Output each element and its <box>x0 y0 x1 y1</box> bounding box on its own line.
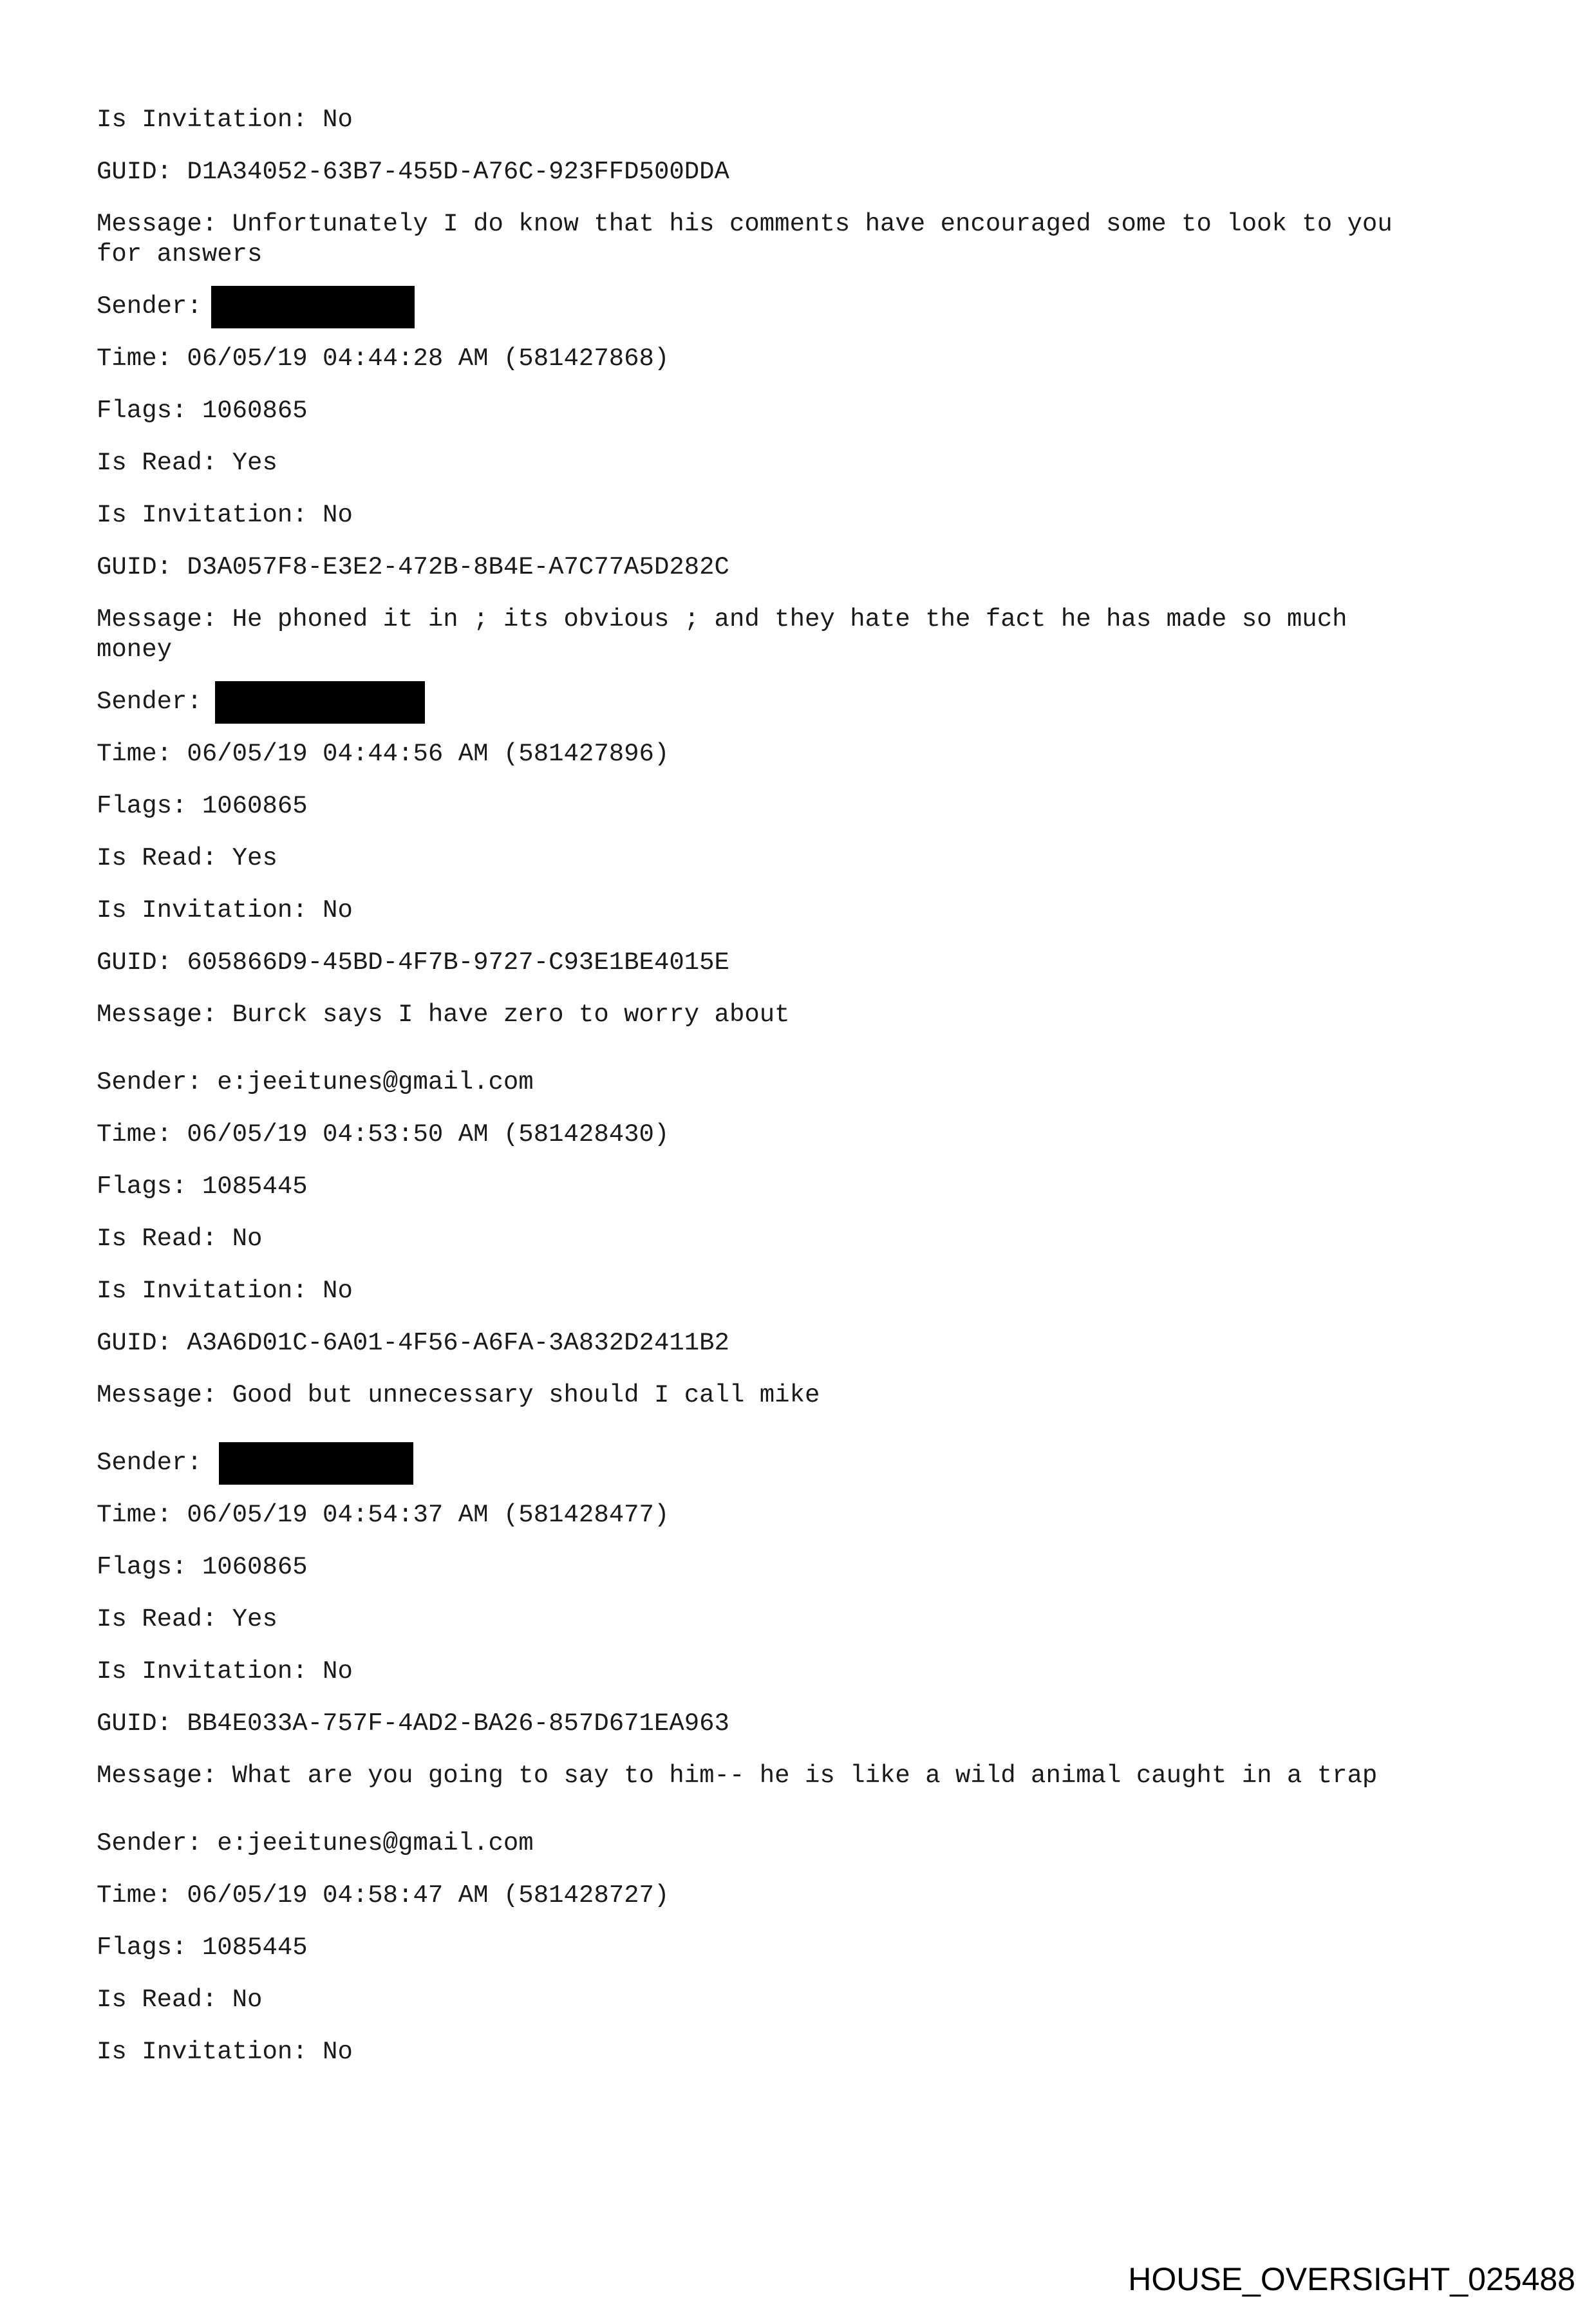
flags-line: Flags: 1060865 <box>97 397 308 425</box>
message-line: Message: Good but unnecessary should I call mike <box>97 1381 820 1409</box>
flags-line: Flags: 1085445 <box>97 1933 308 1962</box>
message-line: Message: He phoned it in ; its obvious ; and they hate the fact he has made so much money <box>97 605 1347 664</box>
read-line: Is Read: No <box>97 1986 263 2014</box>
message-log <box>97 105 1513 2089</box>
redaction-box <box>211 286 415 328</box>
message-line: Message: Unfortunately I do know that his comments have encouraged some to look to you for answers <box>97 210 1393 268</box>
invitation-line: Is Invitation: No <box>97 106 353 134</box>
redaction-box <box>219 1442 413 1485</box>
read-line: Is Read: No <box>97 1225 263 1253</box>
sender-line <box>97 292 1513 322</box>
guid-line: GUID: A3A6D01C-6A01-4F56-A6FA-3A832D2411B2 <box>97 1329 729 1357</box>
invitation-line: Is Invitation: No <box>97 1657 353 1686</box>
flags-line: Flags: 1060865 <box>97 792 308 820</box>
guid-line: GUID: D1A34052-63B7-455D-A76C-923FFD500DDA <box>97 158 729 186</box>
sender-line <box>97 1448 1513 1478</box>
time-line: Time: 06/05/19 04:44:56 AM (581427896) <box>97 740 670 768</box>
time-line: Time: 06/05/19 04:44:28 AM (581427868) <box>97 344 670 373</box>
sender-line: Sender: e:jeeitunes@gmail.com <box>97 1068 534 1096</box>
flags-line: Flags: 1085445 <box>97 1172 308 1201</box>
guid-line: GUID: 605866D9-45BD-4F7B-9727-C93E1BE4015E <box>97 948 729 977</box>
invitation-line: Is Invitation: No <box>97 501 353 529</box>
sender-line <box>97 687 1513 717</box>
flags-line: Flags: 1060865 <box>97 1553 308 1581</box>
bates-number: HOUSE_OVERSIGHT_025488 <box>1128 2261 1575 2297</box>
message-line: Message: What are you going to say to him-- he is like a wild animal caught in a trap <box>97 1762 1378 1790</box>
read-line: Is Read: Yes <box>97 844 277 872</box>
invitation-line: Is Invitation: No <box>97 896 353 925</box>
invitation-line: Is Invitation: No <box>97 1277 353 1305</box>
sender-line: Sender: e:jeeitunes@gmail.com <box>97 1829 534 1857</box>
guid-line: GUID: D3A057F8-E3E2-472B-8B4E-A7C77A5D282C <box>97 553 729 581</box>
time-line: Time: 06/05/19 04:54:37 AM (581428477) <box>97 1501 670 1529</box>
message-line: Message: Burck says I have zero to worry about <box>97 1001 790 1029</box>
read-line: Is Read: Yes <box>97 449 277 477</box>
guid-line: GUID: BB4E033A-757F-4AD2-BA26-857D671EA963 <box>97 1709 729 1738</box>
read-line: Is Read: Yes <box>97 1605 277 1633</box>
sender-label: Sender: <box>97 688 202 716</box>
sender-label: Sender: <box>97 1449 202 1477</box>
sender-label: Sender: <box>97 292 202 321</box>
invitation-line: Is Invitation: No <box>97 2038 353 2066</box>
time-line: Time: 06/05/19 04:53:50 AM (581428430) <box>97 1120 670 1149</box>
time-line: Time: 06/05/19 04:58:47 AM (581428727) <box>97 1881 670 1910</box>
redaction-box <box>215 681 425 724</box>
